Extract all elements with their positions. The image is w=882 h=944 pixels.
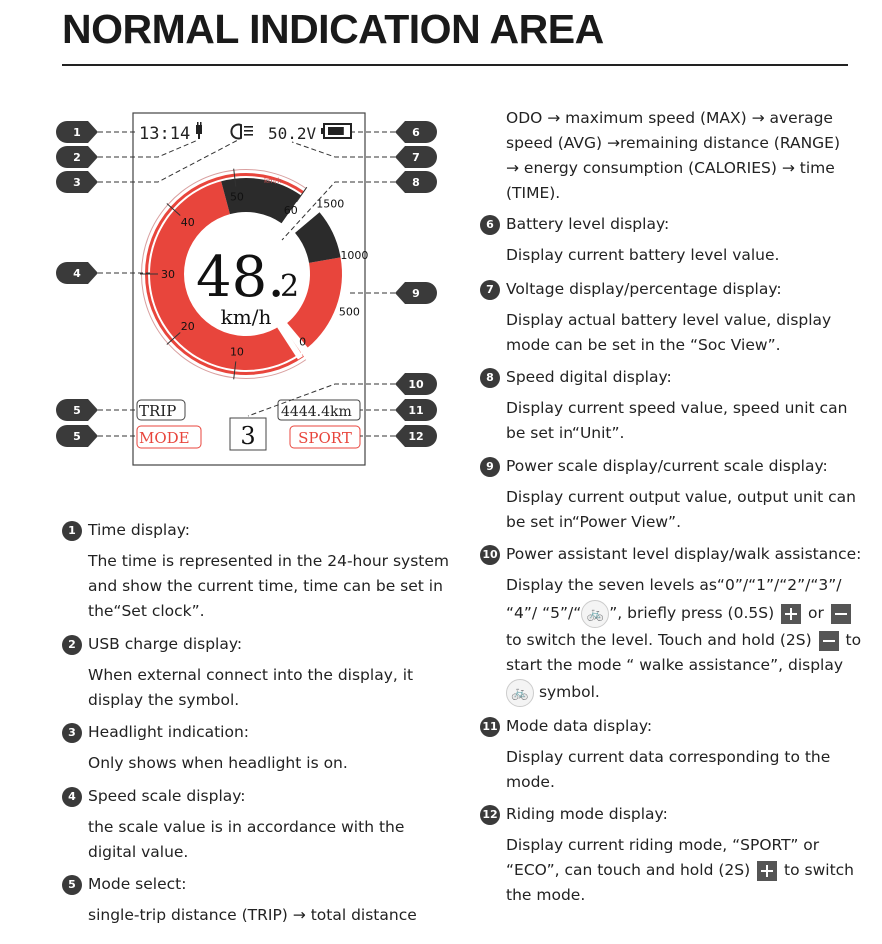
- item-text: → energy consumption (CALORIES) → time: [506, 159, 835, 177]
- callout-number: 5: [73, 404, 81, 417]
- item-text: the scale value is in accordance with the: [88, 818, 405, 836]
- item-text: “4”/ “5”/“: [506, 604, 582, 622]
- item-title: USB charge display:: [88, 635, 243, 653]
- display-diagram: [0, 0, 470, 480]
- item-title: Time display:: [88, 521, 190, 539]
- callout-number: 3: [73, 176, 81, 189]
- item-number: 8: [480, 368, 500, 388]
- item-9: [480, 454, 856, 535]
- item-title: Battery level display:: [506, 215, 670, 233]
- item-text: display the symbol.: [88, 691, 240, 709]
- item-text: and show the current time, time can be set in: [88, 577, 443, 595]
- item-text: the mode.: [506, 886, 586, 904]
- item-title: Power assistant level display/walk assistance:: [506, 545, 862, 563]
- item-number: 12: [480, 805, 500, 825]
- item-number: 11: [480, 717, 500, 737]
- item-8: [480, 365, 847, 446]
- speed-decimal: 2: [280, 269, 300, 304]
- item-text: the“Set clock”.: [88, 602, 205, 620]
- power-tick-label: 0: [299, 335, 307, 349]
- minus-button-icon: [819, 631, 839, 651]
- minus-button-icon: [831, 604, 851, 624]
- item-text: The time is represented in the 24-hour system: [88, 552, 450, 570]
- item-title: Voltage display/percentage display:: [506, 280, 782, 298]
- item-5-continued: [480, 106, 840, 206]
- item-text: mode can be set in the “Soc View”.: [506, 336, 781, 354]
- item-3: [62, 720, 348, 776]
- item-text: ”, briefly press (0.5S): [609, 604, 775, 622]
- item-number: 7: [480, 280, 500, 300]
- power-tick-label: 1500: [316, 197, 345, 211]
- item-text: Display current riding mode, “SPORT” or: [506, 836, 820, 854]
- speed-tick-label: 30: [161, 268, 175, 281]
- item-title: Power scale display/current scale display:: [506, 457, 828, 475]
- item-text: Display the seven levels as“0”/“1”/“2”/“3”/: [506, 576, 842, 594]
- walk-assist-icon: 🚲: [506, 679, 534, 707]
- item-text: (TIME).: [506, 184, 561, 202]
- item-text: be set in“Unit”.: [506, 424, 625, 442]
- item-4: [62, 784, 404, 865]
- riding-mode-label: SPORT: [298, 429, 352, 447]
- item-number: 3: [62, 723, 82, 743]
- item-6: [480, 212, 779, 268]
- callout-number: 6: [412, 126, 420, 139]
- plus-button-icon: [757, 861, 777, 881]
- item-title: Headlight indication:: [88, 723, 250, 741]
- speed-tick-label: 40: [180, 216, 195, 230]
- item-title: Mode data display:: [506, 717, 653, 735]
- item-text: When external connect into the display, it: [88, 666, 414, 684]
- item-text: or: [808, 604, 824, 622]
- item-text: start the mode “ walke assistance”, display: [506, 656, 844, 674]
- page-title: NORMAL INDICATION AREA: [62, 6, 604, 52]
- item-5: [62, 872, 417, 928]
- item-text: Display current data corresponding to the: [506, 748, 831, 766]
- item-text: single-trip distance (TRIP) → total distance: [88, 906, 417, 924]
- speed-tick-label: 20: [180, 319, 195, 333]
- trip-label: TRIP: [139, 402, 177, 420]
- callout-number: 1: [73, 126, 81, 139]
- item-text: be set in“Power View”.: [506, 513, 682, 531]
- speed-tick-label: 60: [283, 204, 298, 218]
- callout-number: 2: [73, 151, 81, 164]
- callout-number: 4: [73, 267, 81, 280]
- mode-data-value: 4444.4km: [281, 404, 352, 420]
- item-number: 5: [62, 875, 82, 895]
- callout-number: 11: [408, 404, 424, 417]
- item-number: 2: [62, 635, 82, 655]
- item-text: Display current output value, output unit can: [506, 488, 856, 506]
- item-1: [62, 518, 449, 624]
- speed-tick-label: 10: [229, 345, 244, 359]
- assist-level: 3: [240, 422, 256, 450]
- item-7: [480, 277, 831, 358]
- item-title: Speed scale display:: [88, 787, 246, 805]
- item-number: 1: [62, 521, 82, 541]
- item-title: Mode select:: [88, 875, 187, 893]
- battery-fill: [328, 127, 344, 135]
- speed-value: 48.: [196, 245, 286, 310]
- item-number: 6: [480, 215, 500, 235]
- item-text: to: [845, 631, 862, 649]
- item-text: ODO → maximum speed (MAX) → average: [506, 109, 833, 127]
- item-text: digital value.: [88, 843, 189, 861]
- speed-unit: km/h: [220, 305, 272, 329]
- item-number: 10: [480, 545, 500, 565]
- voltage-readout: 50.2V: [268, 124, 317, 143]
- power-tick-label: 1000: [340, 248, 369, 262]
- item-12: [480, 802, 854, 908]
- callout-number: 7: [412, 151, 420, 164]
- walk-assist-icon: 🚲: [581, 600, 609, 628]
- item-2: [62, 632, 413, 713]
- item-text: to switch the level. Touch and hold (2S): [506, 631, 812, 649]
- speed-tick-label: 50: [229, 190, 244, 204]
- item-text: Display actual battery level value, display: [506, 311, 832, 329]
- callout-number: 10: [408, 378, 424, 391]
- item-text: mode.: [506, 773, 555, 791]
- callout-number: 8: [412, 176, 420, 189]
- item-text: “ECO”, can touch and hold (2S): [506, 861, 751, 879]
- mode-label: MODE: [139, 429, 190, 447]
- time-readout: 13:14: [139, 124, 191, 144]
- item-text: Display current speed value, speed unit can: [506, 399, 848, 417]
- callout-number: 12: [408, 430, 424, 443]
- item-title: Speed digital display:: [506, 368, 672, 386]
- item-text: symbol.: [538, 683, 600, 701]
- item-title: Riding mode display:: [506, 805, 668, 823]
- scale-unit-label: km/h: [264, 177, 282, 185]
- item-text: to switch: [784, 861, 855, 879]
- item-text: speed (AVG) →remaining distance (RANGE): [506, 134, 841, 152]
- callout-number: 9: [412, 287, 420, 300]
- item-10: [480, 542, 861, 707]
- item-number: 9: [480, 457, 500, 477]
- item-11: [480, 714, 830, 795]
- power-tick-label: 500: [338, 305, 360, 319]
- callout-number: 5: [73, 430, 81, 443]
- item-text: Only shows when headlight is on.: [88, 754, 348, 772]
- plus-button-icon: [781, 604, 801, 624]
- item-text: Display current battery level value.: [506, 246, 780, 264]
- item-number: 4: [62, 787, 82, 807]
